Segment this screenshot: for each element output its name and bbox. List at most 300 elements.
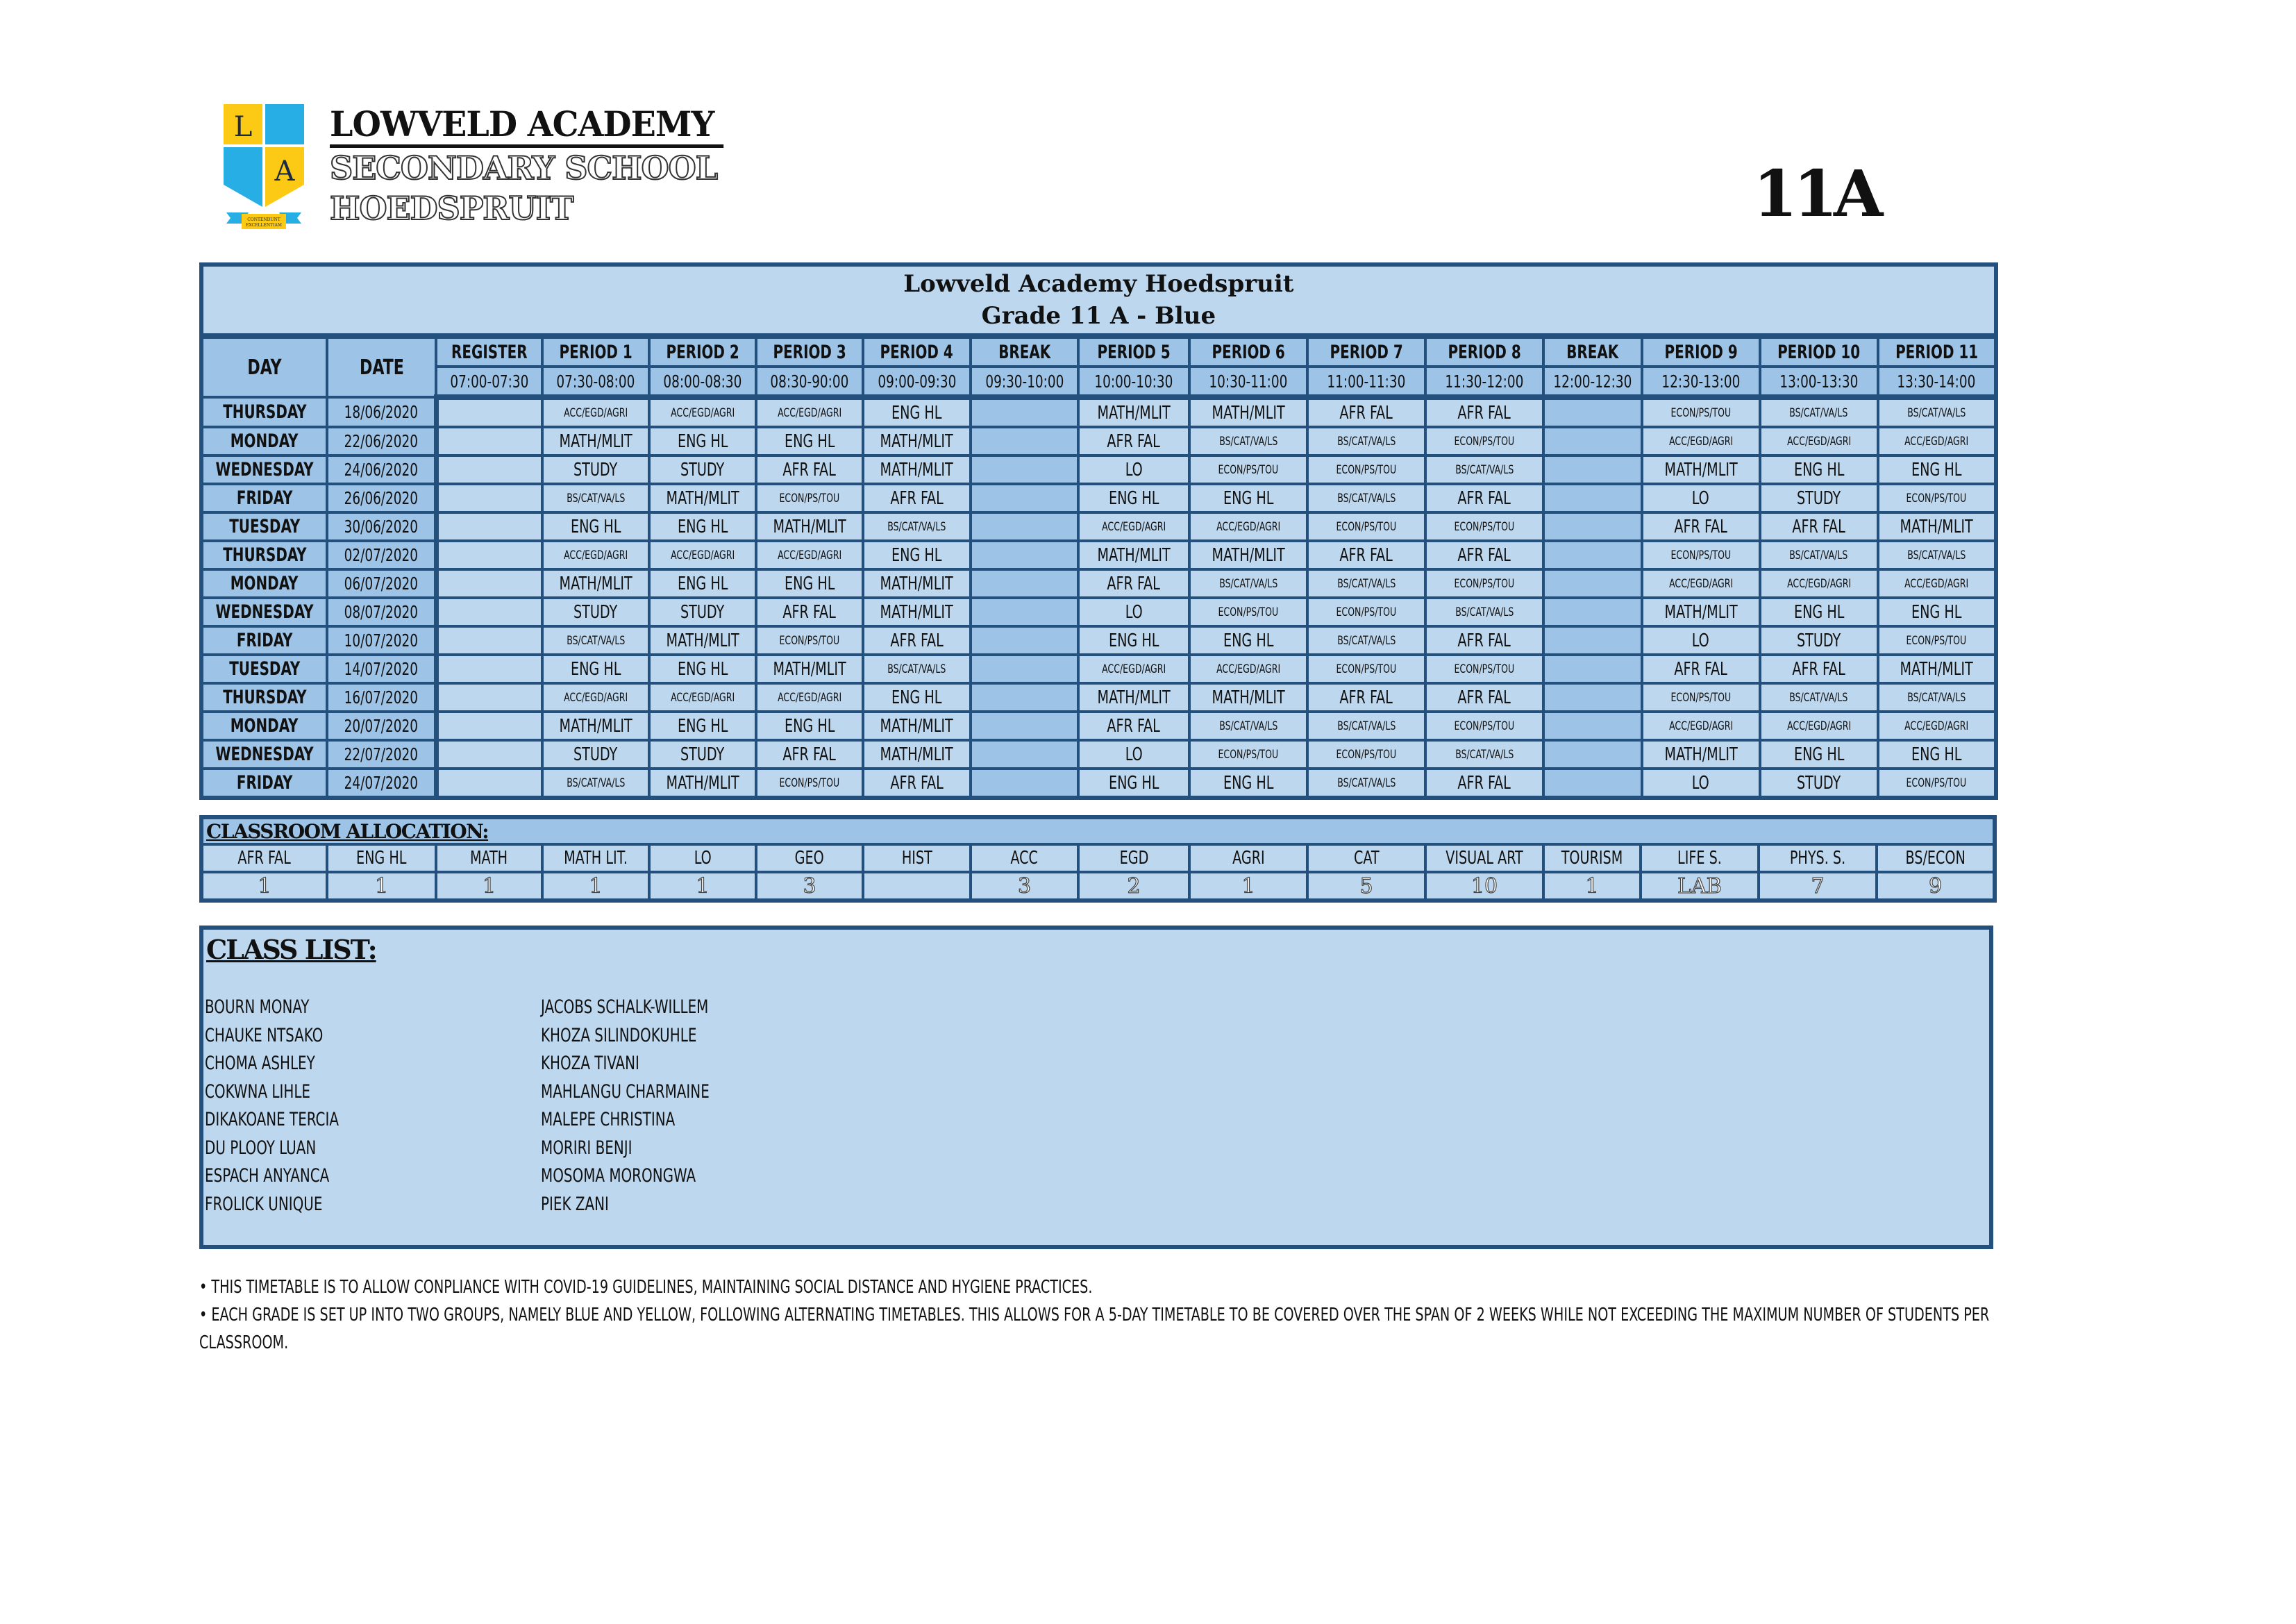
subject-cell: MATH/MLIT [1878, 655, 1996, 683]
subject-cell: ECON/PS/TOU [1307, 655, 1425, 683]
break-cell [1543, 655, 1642, 683]
subject-cell: ECON/PS/TOU [1425, 427, 1543, 455]
allocation-room: 9 [1877, 872, 1995, 901]
class-list [199, 926, 1993, 1249]
break-cell [971, 455, 1078, 484]
period-time: 13:00-13:30 [1760, 367, 1878, 397]
school-location: HOEDSPRUIT [330, 190, 573, 227]
subject-cell: MATH/MLIT [1189, 683, 1307, 712]
break-cell [1543, 626, 1642, 655]
subject-cell: ENG HL [863, 683, 971, 712]
subject-cell: ENG HL [649, 655, 756, 683]
break-cell [971, 512, 1078, 541]
subject-cell: ENG HL [863, 397, 971, 427]
period-time: 13:30-14:00 [1878, 367, 1996, 397]
timetable-row [201, 598, 1996, 626]
subject-cell: AFR FAL [1078, 569, 1189, 598]
allocation-subject: ENG HL [327, 844, 436, 872]
subject-cell: ACC/EGD/AGRI [1189, 512, 1307, 541]
timetable-row [201, 484, 1996, 512]
date-cell: 24/06/2020 [327, 455, 436, 484]
timetable-row [201, 740, 1996, 769]
subject-cell: ENG HL [542, 512, 649, 541]
day-column-header: DAY [201, 336, 327, 397]
timetable-row [201, 626, 1996, 655]
subject-cell: STUDY [1760, 626, 1878, 655]
period-column-header: PERIOD 8 [1425, 336, 1543, 367]
subject-cell: ECON/PS/TOU [1878, 769, 1996, 798]
subject-cell: ECON/PS/TOU [1307, 512, 1425, 541]
subject-cell: MATH/MLIT [756, 512, 863, 541]
classroom-allocation-title: CLASSROOM ALLOCATION: [201, 817, 1995, 844]
allocation-room: 1 [436, 872, 542, 901]
subject-cell: BS/CAT/VA/LS [1189, 427, 1307, 455]
subject-cell: MATH/MLIT [1078, 683, 1189, 712]
allocation-room: 5 [1307, 872, 1425, 901]
subject-cell: ENG HL [649, 569, 756, 598]
subject-cell: LO [1078, 455, 1189, 484]
day-cell: MONDAY [201, 712, 327, 740]
subject-cell: AFR FAL [1760, 512, 1878, 541]
allocation-subject: PHYS. S. [1759, 844, 1877, 872]
allocation-subject: TOURISM [1543, 844, 1641, 872]
subject-cell: STUDY [649, 598, 756, 626]
subject-cell: MATH/MLIT [1642, 740, 1760, 769]
period-time: 12:00-12:30 [1543, 367, 1642, 397]
period-time: 11:30-12:00 [1425, 367, 1543, 397]
subject-cell [436, 569, 542, 598]
subject-cell: MATH/MLIT [863, 427, 971, 455]
subject-cell: ENG HL [1078, 626, 1189, 655]
subject-cell: ECON/PS/TOU [756, 769, 863, 798]
subject-cell: LO [1642, 484, 1760, 512]
subject-cell: ENG HL [1878, 740, 1996, 769]
subject-cell: STUDY [542, 455, 649, 484]
subject-cell: STUDY [542, 598, 649, 626]
timetable-row [201, 769, 1996, 798]
logo-letter-l: L [233, 111, 253, 143]
allocation-subject: HIST [863, 844, 971, 872]
subject-cell: ECON/PS/TOU [1307, 740, 1425, 769]
subject-cell: ACC/EGD/AGRI [1878, 712, 1996, 740]
break-cell [1543, 484, 1642, 512]
timetable-row [201, 683, 1996, 712]
period-column-header: PERIOD 4 [863, 336, 971, 367]
subject-cell: STUDY [542, 740, 649, 769]
subject-cell: ACC/EGD/AGRI [1878, 427, 1996, 455]
logo-letter-a: A [274, 156, 295, 187]
subject-cell: ENG HL [1189, 769, 1307, 798]
date-cell: 30/06/2020 [327, 512, 436, 541]
school-logo [222, 103, 305, 235]
subject-cell [436, 712, 542, 740]
subject-cell: MATH/MLIT [542, 712, 649, 740]
subject-cell: ECON/PS/TOU [1189, 598, 1307, 626]
break-cell [1543, 397, 1642, 427]
allocation-room: 1 [327, 872, 436, 901]
break-cell [1543, 541, 1642, 569]
period-column-header: PERIOD 9 [1642, 336, 1760, 367]
student-name: MAHLANGU CHARMAINE [541, 1080, 710, 1103]
subject-cell: AFR FAL [1078, 712, 1189, 740]
subject-cell: ENG HL [1760, 740, 1878, 769]
date-cell: 16/07/2020 [327, 683, 436, 712]
subject-cell: ECON/PS/TOU [1425, 512, 1543, 541]
subject-cell: BS/CAT/VA/LS [1307, 569, 1425, 598]
subject-cell: BS/CAT/VA/LS [1307, 427, 1425, 455]
subject-cell: ENG HL [1189, 626, 1307, 655]
student-name: MOSOMA MORONGWA [541, 1165, 696, 1187]
date-cell: 22/07/2020 [327, 740, 436, 769]
day-cell: WEDNESDAY [201, 740, 327, 769]
subject-cell: ENG HL [756, 427, 863, 455]
subject-cell [436, 598, 542, 626]
subject-cell: ENG HL [1878, 455, 1996, 484]
subject-cell: BS/CAT/VA/LS [1307, 712, 1425, 740]
student-name: MORIRI BENJI [541, 1137, 632, 1159]
subject-cell: BS/CAT/VA/LS [1878, 397, 1996, 427]
period-column-header: PERIOD 6 [1189, 336, 1307, 367]
subject-cell: ACC/EGD/AGRI [1189, 655, 1307, 683]
subject-cell: ACC/EGD/AGRI [649, 397, 756, 427]
subject-cell: ENG HL [1760, 598, 1878, 626]
date-column-header: DATE [327, 336, 436, 397]
day-cell: WEDNESDAY [201, 455, 327, 484]
break-cell [971, 712, 1078, 740]
school-brand [330, 104, 744, 228]
subject-cell [436, 769, 542, 798]
allocation-subject: ACC [971, 844, 1078, 872]
allocation-room: 1 [201, 872, 327, 901]
period-time: 09:00-09:30 [863, 367, 971, 397]
subject-cell: BS/CAT/VA/LS [1425, 740, 1543, 769]
timetable-row [201, 427, 1996, 455]
date-cell: 02/07/2020 [327, 541, 436, 569]
subject-cell: BS/CAT/VA/LS [542, 626, 649, 655]
period-time: 11:00-11:30 [1307, 367, 1425, 397]
period-time: 08:00-08:30 [649, 367, 756, 397]
subject-cell: ECON/PS/TOU [1642, 541, 1760, 569]
allocation-room: 1 [1543, 872, 1641, 901]
student-name: FROLICK UNIQUE [205, 1193, 323, 1215]
subject-cell: ACC/EGD/AGRI [1642, 427, 1760, 455]
date-cell: 06/07/2020 [327, 569, 436, 598]
date-cell: 18/06/2020 [327, 397, 436, 427]
class-list-title: CLASS LIST: [206, 934, 376, 965]
break-cell [971, 683, 1078, 712]
period-time: 10:30-11:00 [1189, 367, 1307, 397]
day-cell: THURSDAY [201, 397, 327, 427]
subject-cell: MATH/MLIT [649, 484, 756, 512]
subject-cell: LO [1078, 598, 1189, 626]
subject-cell: MATH/MLIT [1878, 512, 1996, 541]
subject-cell: ACC/EGD/AGRI [542, 397, 649, 427]
svg-text:EXCELLENTIAM: EXCELLENTIAM [246, 223, 282, 228]
subject-cell [436, 427, 542, 455]
subject-cell: ECON/PS/TOU [756, 626, 863, 655]
subject-cell: ACC/EGD/AGRI [756, 541, 863, 569]
break-cell [1543, 598, 1642, 626]
period-column-header: PERIOD 3 [756, 336, 863, 367]
subject-cell: ECON/PS/TOU [1878, 484, 1996, 512]
subject-cell: AFR FAL [1425, 484, 1543, 512]
subject-cell: ECON/PS/TOU [1307, 455, 1425, 484]
date-cell: 26/06/2020 [327, 484, 436, 512]
period-column-header: REGISTER [436, 336, 542, 367]
subject-cell: BS/CAT/VA/LS [1760, 541, 1878, 569]
break-cell [971, 769, 1078, 798]
subject-cell: ACC/EGD/AGRI [1078, 512, 1189, 541]
timetable-row [201, 512, 1996, 541]
subject-cell [436, 740, 542, 769]
subject-cell: ACC/EGD/AGRI [1078, 655, 1189, 683]
subject-cell: ECON/PS/TOU [1189, 455, 1307, 484]
subject-cell: BS/CAT/VA/LS [1425, 598, 1543, 626]
subject-cell [436, 683, 542, 712]
allocation-subject: CAT [1307, 844, 1425, 872]
break-cell [1543, 512, 1642, 541]
timetable-row [201, 541, 1996, 569]
timetable-title [201, 265, 1996, 336]
subject-cell: MATH/MLIT [1189, 397, 1307, 427]
day-cell: THURSDAY [201, 541, 327, 569]
subject-cell: BS/CAT/VA/LS [1878, 541, 1996, 569]
subject-cell: ECON/PS/TOU [1307, 598, 1425, 626]
subject-cell: BS/CAT/VA/LS [863, 655, 971, 683]
subject-cell: BS/CAT/VA/LS [1189, 712, 1307, 740]
class-code: 11A [1753, 156, 1879, 231]
student-name: CHAUKE NTSAKO [205, 1024, 324, 1046]
subject-cell: MATH/MLIT [1642, 598, 1760, 626]
date-cell: 22/06/2020 [327, 427, 436, 455]
allocation-room: LAB [1641, 872, 1759, 901]
subject-cell: ACC/EGD/AGRI [1878, 569, 1996, 598]
timetable-title-line1: Lowveld Academy Hoedspruit [903, 270, 1294, 298]
classroom-allocation [199, 815, 1997, 903]
subject-cell: AFR FAL [1307, 683, 1425, 712]
period-time: 07:30-08:00 [542, 367, 649, 397]
subject-cell: BS/CAT/VA/LS [1425, 455, 1543, 484]
subject-cell: ENG HL [1189, 484, 1307, 512]
subject-cell: AFR FAL [756, 598, 863, 626]
subject-cell: ENG HL [1078, 484, 1189, 512]
notes [199, 1273, 2004, 1357]
day-cell: THURSDAY [201, 683, 327, 712]
subject-cell: ECON/PS/TOU [756, 484, 863, 512]
subject-cell: BS/CAT/VA/LS [1307, 769, 1425, 798]
subject-cell: BS/CAT/VA/LS [542, 769, 649, 798]
subject-cell: ECON/PS/TOU [1642, 683, 1760, 712]
subject-cell: AFR FAL [1425, 397, 1543, 427]
subject-cell: BS/CAT/VA/LS [1760, 683, 1878, 712]
student-name: COKWNA LIHLE [205, 1080, 311, 1103]
subject-cell: ECON/PS/TOU [1425, 569, 1543, 598]
subject-cell: BS/CAT/VA/LS [1189, 569, 1307, 598]
allocation-subject: AFR FAL [201, 844, 327, 872]
subject-cell: BS/CAT/VA/LS [1307, 484, 1425, 512]
subject-cell: ECON/PS/TOU [1189, 740, 1307, 769]
allocation-subject: LIFE S. [1641, 844, 1759, 872]
student-name: DIKAKOANE TERCIA [205, 1109, 339, 1130]
subject-cell: MATH/MLIT [756, 655, 863, 683]
date-cell: 14/07/2020 [327, 655, 436, 683]
allocation-subject: LO [649, 844, 756, 872]
allocation-room: 2 [1078, 872, 1189, 901]
break-cell [971, 427, 1078, 455]
school-name: LOWVELD ACADEMY [330, 104, 723, 148]
subject-cell: ACC/EGD/AGRI [1760, 569, 1878, 598]
subject-cell: MATH/MLIT [863, 569, 971, 598]
svg-text:CONTENDUNT: CONTENDUNT [247, 217, 280, 222]
note-groups: • EACH GRADE IS SET UP INTO TWO GROUPS, NAMELY BLUE AND YELLOW, FOLLOWING ALTERNATING TIMETABLES. THIS ALLOWS FOR A 5-DAY TIMETABLE TO BE COVERED OVER THE SPAN OF 2 WEEKS WHILE NOT EXCEEDING THE MAXIMUM NUMBER OF STUDENTS PER CLASSROOM. [199, 1305, 1990, 1353]
subject-cell: LO [1642, 626, 1760, 655]
day-cell: TUESDAY [201, 655, 327, 683]
subject-cell: ENG HL [542, 655, 649, 683]
period-time: 12:30-13:00 [1642, 367, 1760, 397]
timetable [199, 262, 1998, 800]
break-cell [1543, 712, 1642, 740]
student-name: PIEK ZANI [541, 1193, 609, 1215]
allocation-subject: MATH [436, 844, 542, 872]
subject-cell: AFR FAL [1078, 427, 1189, 455]
subject-cell [436, 626, 542, 655]
break-cell [971, 740, 1078, 769]
subject-cell: MATH/MLIT [1189, 541, 1307, 569]
period-column-header: PERIOD 10 [1760, 336, 1878, 367]
allocation-room [863, 872, 971, 901]
break-cell [1543, 569, 1642, 598]
subject-cell [436, 455, 542, 484]
day-cell: MONDAY [201, 569, 327, 598]
subject-cell: ECON/PS/TOU [1878, 626, 1996, 655]
timetable-row [201, 655, 1996, 683]
allocation-subject: AGRI [1189, 844, 1307, 872]
timetable-row [201, 455, 1996, 484]
allocation-room: 3 [756, 872, 863, 901]
student-name: KHOZA TIVANI [541, 1053, 639, 1074]
student-name: BOURN MONAY [205, 996, 310, 1018]
subject-cell: BS/CAT/VA/LS [863, 512, 971, 541]
subject-cell: AFR FAL [863, 484, 971, 512]
student-name: CHOMA ASHLEY [205, 1053, 315, 1074]
subject-cell: MATH/MLIT [863, 712, 971, 740]
break-cell [971, 626, 1078, 655]
allocation-room: 7 [1759, 872, 1877, 901]
subject-cell: AFR FAL [1642, 512, 1760, 541]
break-cell [971, 397, 1078, 427]
subject-cell: STUDY [649, 740, 756, 769]
subject-cell: AFR FAL [1425, 769, 1543, 798]
day-cell: FRIDAY [201, 769, 327, 798]
subject-cell: ENG HL [1760, 455, 1878, 484]
subject-cell: ACC/EGD/AGRI [756, 397, 863, 427]
subject-cell: ACC/EGD/AGRI [1642, 569, 1760, 598]
subject-cell: ENG HL [649, 712, 756, 740]
date-cell: 24/07/2020 [327, 769, 436, 798]
period-time: 09:30-10:00 [971, 367, 1078, 397]
subject-cell: MATH/MLIT [863, 455, 971, 484]
student-name: ESPACH ANYANCA [205, 1165, 330, 1187]
timetable-row [201, 712, 1996, 740]
subject-cell: AFR FAL [863, 769, 971, 798]
allocation-room: 3 [971, 872, 1078, 901]
subject-cell: MATH/MLIT [542, 427, 649, 455]
break-cell [1543, 769, 1642, 798]
break-cell [971, 541, 1078, 569]
subject-cell: BS/CAT/VA/LS [542, 484, 649, 512]
subject-cell: AFR FAL [1307, 397, 1425, 427]
allocation-subject: GEO [756, 844, 863, 872]
subject-cell: ECON/PS/TOU [1425, 712, 1543, 740]
period-time: 08:30-90:00 [756, 367, 863, 397]
class-list-left-column [205, 994, 368, 1219]
student-name: JACOBS SCHALK-WILLEM [541, 996, 709, 1018]
subject-cell: MATH/MLIT [1078, 541, 1189, 569]
student-name: MALEPE CHRISTINA [541, 1109, 676, 1130]
subject-cell: ACC/EGD/AGRI [756, 683, 863, 712]
subject-cell: AFR FAL [756, 740, 863, 769]
day-cell: FRIDAY [201, 626, 327, 655]
student-name: DU PLOOY LUAN [205, 1137, 317, 1159]
subject-cell: AFR FAL [1425, 541, 1543, 569]
student-name: KHOZA SILINDOKUHLE [541, 1024, 697, 1046]
allocation-room: 1 [1189, 872, 1307, 901]
subject-cell: ACC/EGD/AGRI [649, 683, 756, 712]
subject-cell: ENG HL [649, 512, 756, 541]
shield-crest-icon [222, 103, 305, 235]
allocation-subject: EGD [1078, 844, 1189, 872]
allocation-room: 10 [1425, 872, 1543, 901]
timetable-row [201, 397, 1996, 427]
subject-cell: ACC/EGD/AGRI [1760, 712, 1878, 740]
subject-cell: ENG HL [1078, 769, 1189, 798]
subject-cell: BS/CAT/VA/LS [1878, 683, 1996, 712]
subject-cell: MATH/MLIT [649, 769, 756, 798]
break-cell [1543, 740, 1642, 769]
break-cell [971, 569, 1078, 598]
timetable-row [201, 569, 1996, 598]
break-column-header: BREAK [1543, 336, 1642, 367]
subject-cell [436, 541, 542, 569]
period-column-header: PERIOD 1 [542, 336, 649, 367]
subject-cell: BS/CAT/VA/LS [1760, 397, 1878, 427]
subject-cell: STUDY [1760, 769, 1878, 798]
period-column-header: PERIOD 2 [649, 336, 756, 367]
subject-cell [436, 397, 542, 427]
subject-cell: ENG HL [649, 427, 756, 455]
subject-cell: MATH/MLIT [542, 569, 649, 598]
date-cell: 08/07/2020 [327, 598, 436, 626]
subject-cell: MATH/MLIT [1078, 397, 1189, 427]
break-cell [1543, 683, 1642, 712]
subject-cell: ENG HL [863, 541, 971, 569]
subject-cell [436, 484, 542, 512]
subject-cell: ACC/EGD/AGRI [649, 541, 756, 569]
subject-cell: BS/CAT/VA/LS [1307, 626, 1425, 655]
break-cell [971, 598, 1078, 626]
timetable-title-line2: Grade 11 A - Blue [981, 302, 1216, 330]
subject-cell: STUDY [1760, 484, 1878, 512]
break-cell [971, 484, 1078, 512]
subject-cell: MATH/MLIT [649, 626, 756, 655]
subject-cell: AFR FAL [1425, 683, 1543, 712]
period-time: 10:00-10:30 [1078, 367, 1189, 397]
subject-cell: AFR FAL [756, 455, 863, 484]
day-cell: FRIDAY [201, 484, 327, 512]
day-cell: WEDNESDAY [201, 598, 327, 626]
subject-cell: AFR FAL [1760, 655, 1878, 683]
allocation-subject: VISUAL ART [1425, 844, 1543, 872]
